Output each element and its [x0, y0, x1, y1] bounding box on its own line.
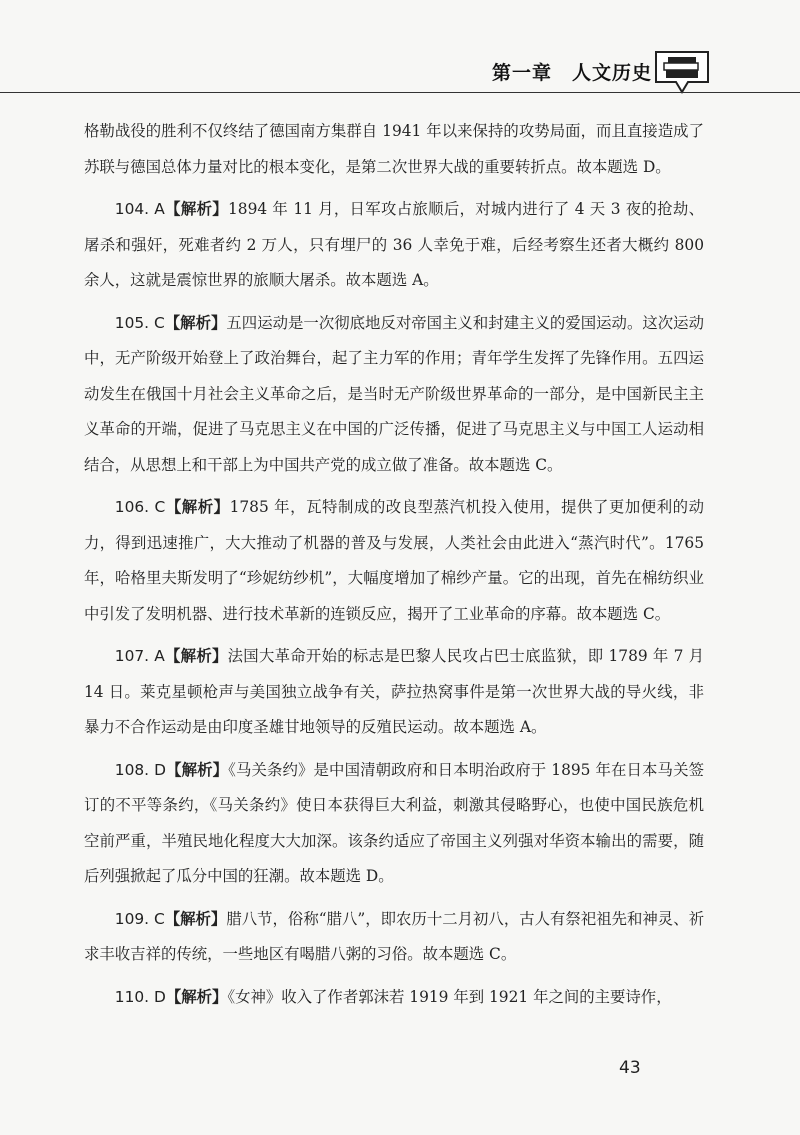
answer-104 — [84, 192, 704, 299]
answer-107 — [84, 639, 704, 746]
answer-text: 1785 年，瓦特制成的改良型蒸汽机投入使用，提供了更加便利的动力，得到迅速推广，大大推动了机器的普及与发展，人类社会由此进入“蒸汽时代”。1765 年，哈格里夫斯发明了“珍妮纺纱机”，大幅度增加了棉纱产量。它的出现，首先在棉纺织业中引发了发明机器、进行技术革新的连锁反应，揭开了工业革命的序幕。故本题选 C。 — [84, 498, 704, 623]
answer-109 — [84, 902, 704, 973]
answer-text: 法国大革命开始的标志是巴黎人民攻占巴士底监狱，即 1789 年 7 月 14 日。莱克星顿枪声与美国独立战争有关，萨拉热窝事件是第一次世界大战的导火线，非暴力不合作运动是由印度圣雄甘地领导的反殖民运动。故本题选 A。 — [84, 647, 704, 736]
answer-text: 五四运动是一次彻底地反对帝国主义和封建主义的爱国运动。这次运动中，无产阶级开始登上了政治舞台，起了主力军的作用；青年学生发挥了先锋作用。五四运动发生在俄国十月社会主义革命之后，是当时无产阶级世界革命的一部分，是中国新民主主义革命的开端，促进了马克思主义在中国的广泛传播，促进了马克思主义与中国工人运动相结合，从思想上和干部上为中国共产党的成立做了准备。故本题选 C。 — [84, 313, 704, 474]
answer-text: 腊八节，俗称“腊八”，即农历十二月初八，古人有祭祀祖先和神灵、祈求丰收吉祥的传统，一些地区有喝腊八粥的习俗。故本题选 C。 — [84, 909, 704, 963]
analysis-tag: 【解析】 — [164, 200, 228, 218]
analysis-tag: 【解析】 — [165, 987, 228, 1006]
answer-text: 1894 年 11 月，日军攻占旅顺后，对城内进行了 4 天 3 夜的抢劫、屠杀和强奸，死难者约 2 万人，只有埋尸的 36 人幸免于难，后经考察生还者大概约 800 余人，这就是震惊世界的旅顺大屠杀。故本题选 A。 — [84, 200, 704, 289]
answer-108 — [84, 753, 704, 895]
header-rule — [0, 92, 800, 93]
books-icon — [652, 48, 712, 98]
answer-text: 《马关条约》是中国清朝政府和日本明治政府于 1895 年在日本马关签订的不平等条约，《马关条约》使日本获得巨大利益，刺激其侵略野心，也使中国民族危机空前严重，半殖民地化程度大大加深。该条约适应了帝国主义列强对华资本输出的需要，随后列强掀起了瓜分中国的狂潮。故本题选 D。 — [84, 760, 704, 885]
answer-number: 105. C — [114, 313, 165, 332]
chapter-title: 第一章 人文历史 — [491, 62, 652, 84]
answer-body — [84, 114, 704, 1015]
answer-number: 106. C — [114, 498, 166, 516]
answer-number: 110. D — [114, 987, 166, 1006]
answer-110 — [84, 980, 704, 1016]
analysis-tag: 【解析】 — [165, 498, 230, 516]
answer-number: 109. C — [114, 909, 165, 928]
answer-number: 107. A — [114, 647, 165, 665]
answer-text: 《女神》收入了作者郭沫若 1919 年到 1921 年之间的主要诗作， — [227, 987, 672, 1006]
analysis-tag: 【解析】 — [165, 760, 229, 779]
analysis-tag: 【解析】 — [164, 313, 227, 332]
answer-105 — [84, 306, 704, 484]
answer-number: 108. D — [114, 760, 166, 779]
analysis-tag: 【解析】 — [164, 647, 228, 665]
answer-number: 104. A — [114, 200, 165, 218]
page-header — [0, 0, 800, 100]
page-number: 43 — [619, 1058, 641, 1078]
intro-paragraph: 格勒战役的胜利不仅终结了德国南方集群自 1941 年以来保持的攻势局面，而且直接造成了苏联与德国总体力量对比的根本变化，是第二次世界大战的重要转折点。故本题选 D。 — [84, 122, 704, 176]
analysis-tag: 【解析】 — [164, 909, 227, 928]
answer-106 — [84, 490, 704, 632]
